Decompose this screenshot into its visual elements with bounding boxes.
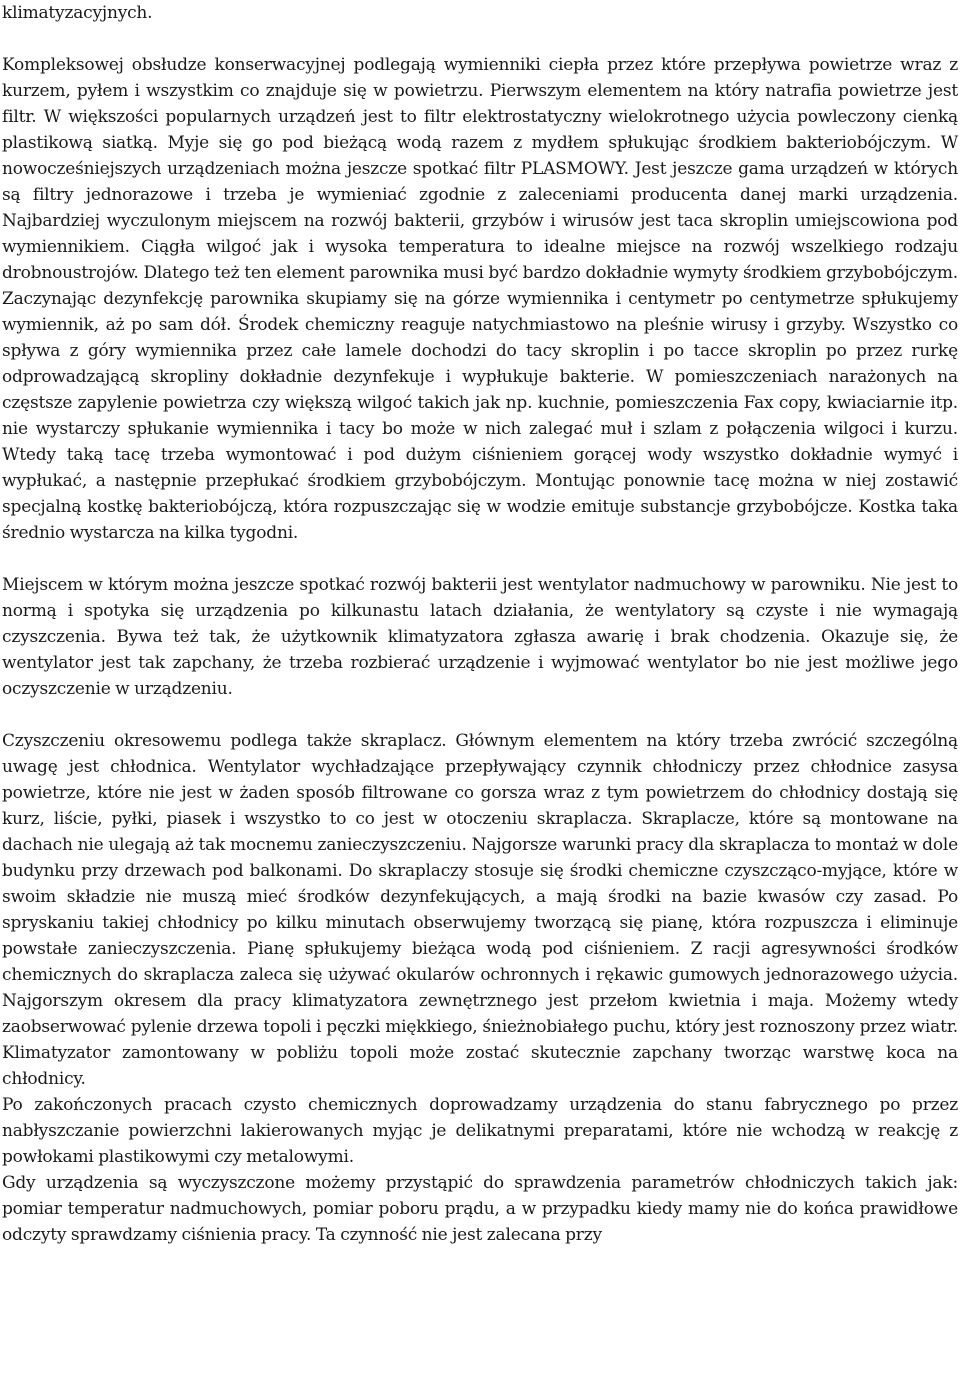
paragraph-blower-fan: Miejscem w którym można jeszcze spotkać rozwój bakterii jest wentylator nadmuchowy w parowniku. Nie jest to normą i spotyka się urządzenia po kilkunastu latach działania, że wentylatory są czyste i nie wymagają czyszczenia. Bywa też tak, że użytkownik klimatyzatora zgłasza awarię i brak chodzenia. Okazuje się, że wentylator jest tak zapchany, że trzeba rozbierać urządzenie i wyjmować wentylator bo nie jest możliwe jego oczyszczenie w urządzeniu. bbox=[2, 575, 958, 699]
paragraph-gap bbox=[2, 546, 958, 572]
paragraph-parameter-check: Gdy urządzenia są wyczyszczone możemy przystąpić do sprawdzenia parametrów chłodniczych takich jak: pomiar temperatur nadmuchowych, pomiar poboru prądu, a w przypadku kiedy mamy nie do końca prawidłowe odczyty sprawdzamy ciśnienia pracy. Ta czynność nie jest zalecana przy bbox=[2, 1173, 958, 1245]
paragraph-gap bbox=[2, 26, 958, 52]
paragraph-gap bbox=[2, 702, 958, 728]
paragraph-finishing-polish: Po zakończonych pracach czysto chemicznych doprowadzamy urządzenia do stanu fabrycznego po przez nabłyszczanie powierzchni lakierowanych myjąc je delikatnymi preparatami, które nie wchodzą w reakcję z powłokami plastikowymi czy metalowymi. bbox=[2, 1095, 958, 1167]
paragraph-heat-exchanger-maintenance: Kompleksowej obsłudze konserwacyjnej podlegają wymienniki ciepła przez które przepływa powietrze wraz z kurzem, pyłem i wszystkim co znajduje się w powietrzu. Pierwszym elementem na który natrafia powietrze jest filtr. W większości popularnych urządzeń jest to filtr elektrostatyczny wielokrotnego użycia powleczony cienką plastikową siatką. Myje się go pod bieżącą wodą razem z mydłem spłukując środkiem bakteriobójczym. W nowocześniejszych urządzeniach można jeszcze spotkać filtr PLASMOWY. Jest jeszcze gama urządzeń w których są filtry jednorazowe i trzeba je wymieniać zgodnie z zaleceniami producenta danej marki urządzenia. Najbardziej wyczulonym miejscem na rozwój bakterii, grzybów i wirusów jest taca skroplin umiejscowiona pod wymiennikiem. Ciągła wilgoć jak i wysoka temperatura to idealne miejsce na rozwój wszelkiego rodzaju drobnoustrojów. Dlatego też ten element parownika musi być bardzo dokładnie wymyty środkiem grzybobójczym. Zaczynając dezynfekcję parownika skupiamy się na górze wymiennika i centymetr po centymetrze spłukujemy wymiennik, aż po sam dół. Środek chemiczny reaguje natychmiastowo na pleśnie wirusy i grzyby. Wszystko co spływa z góry wymiennika przez całe lamele dochodzi do tacy skroplin i po tacce skroplin po przez rurkę odprowadzającą skropliny dokładnie dezynfekuje i wypłukuje bakterie. W pomieszczeniach narażonych na częstsze zapylenie powietrza czy większą wilgoć takich jak np. kuchnie, pomieszczenia Fax copy, kwiaciarnie itp. nie wystarczy spłukanie wymiennika i tacy bo może w nich zalegać muł i szlam z połączenia wilgoci i kurzu. Wtedy taką tacę trzeba wymontować i pod dużym ciśnieniem gorącej wody wszystko dokładnie wymyć i wypłukać, a następnie przepłukać środkiem grzybobójczym. Montując ponownie tacę można w niej zostawić specjalną kostkę bakteriobójczą, która rozpuszczając się w wodzie emituje substancje grzybobójcze. Kostka taka średnio wystarcza na kilka tygodni. bbox=[2, 55, 958, 543]
paragraph-intro-fragment: klimatyzacyjnych. bbox=[2, 3, 153, 23]
paragraph-condenser-cleaning: Czyszczeniu okresowemu podlega także skraplacz. Głównym elementem na który trzeba zwrócić szczególną uwagę jest chłodnica. Wentylator wychładzające przepływający czynnik chłodniczy przez chłodnice zasysa powietrze, które nie jest w żaden sposób filtrowane co gorsza wraz z tym powietrzem do chłodnicy dostają się kurz, liście, pyłki, piasek i wszystko to co jest w otoczeniu skraplacza. Skraplacze, które są montowane na dachach nie ulegają aż tak mocnemu zanieczyszczeniu. Najgorsze warunki pracy dla skraplacza to montaż w dole budynku przy drzewach pod balkonami. Do skraplaczy stosuje się środki chemiczne czyszcząco-myjące, które w swoim składzie nie muszą mieć środków dezynfekujących, a mają środki na bazie kwasów czy zasad. Po spryskaniu takiej chłodnicy po kilku minutach obserwujemy tworzącą się pianę, która rozpuszcza i eliminuje powstałe zanieczyszczenia. Pianę spłukujemy bieżąca wodą pod ciśnieniem. Z racji agresywności środków chemicznych do skraplacza zaleca się używać okularów ochronnych i rękawic gumowych jednorazowego użycia. Najgorszym okresem dla pracy klimatyzatora zewnętrznego jest przełom kwietnia i maja. Możemy wtedy zaobserwować pylenie drzewa topoli i pęczki miękkiego, śnieżnobiałego puchu, który jest roznoszony przez wiatr. Klimatyzator zamontowany w pobliżu topoli może zostać skutecznie zapchany tworząc warstwę koca na chłodnicy. bbox=[2, 731, 958, 1089]
